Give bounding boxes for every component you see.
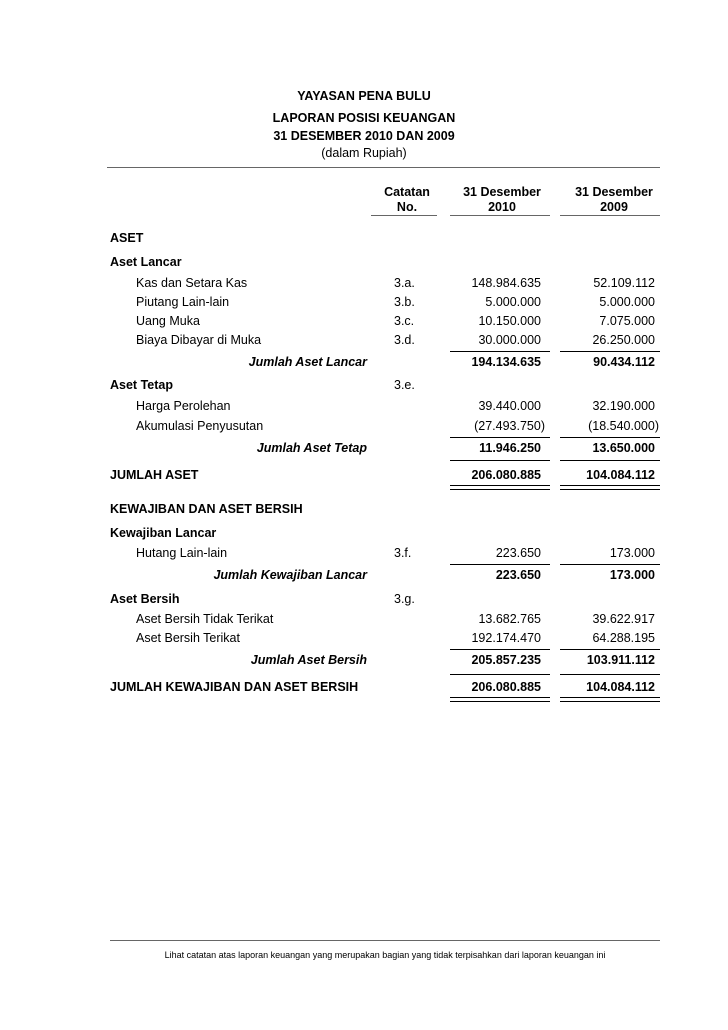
subtotal-rule-2010: [450, 351, 550, 352]
double-rule-2009: [560, 697, 660, 702]
aset-lancar-heading: Aset Lancar: [110, 255, 182, 269]
jumlah-kewajiban-2010: 206.080.885: [471, 680, 541, 694]
row-value-2009: 32.190.000: [592, 399, 655, 413]
kewajiban-heading: KEWAJIBAN DAN ASET BERSIH: [110, 502, 303, 516]
total-rule-2010: [450, 460, 550, 461]
col-note-line2: No.: [396, 200, 418, 214]
header-rule: [107, 167, 660, 168]
row-label: Piutang Lain-lain: [136, 295, 230, 309]
aset-bersih-heading: Aset Bersih: [110, 592, 180, 606]
row-value-2010: 30.000.000: [478, 333, 541, 347]
row-note: 3.c.: [394, 314, 415, 328]
row-value-2010: 10.150.000: [478, 314, 541, 328]
aset-bersih-total-2009: 103.911.112: [586, 653, 655, 667]
col-2010-rule: [450, 215, 550, 216]
row-value-2010: (27.493.750): [474, 419, 545, 433]
report-period: 31 DESEMBER 2010 DAN 2009: [273, 129, 455, 143]
jumlah-kewajiban-label: JUMLAH KEWAJIBAN DAN ASET BERSIH: [110, 680, 359, 694]
kewajiban-lancar-total-2010: 223.650: [495, 568, 541, 582]
subtotal-rule-2009: [560, 649, 660, 650]
kewajiban-lancar-total-2009: 173.000: [609, 568, 655, 582]
aset-tetap-note: 3.e.: [394, 378, 415, 392]
row-label: Aset Bersih Tidak Terikat: [136, 612, 274, 626]
row-value-2009: 7.075.000: [599, 314, 655, 328]
subtotal-rule-2009: [560, 437, 660, 438]
col-note-line1: Catatan: [384, 185, 430, 199]
row-value-2010: 192.174.470: [471, 631, 541, 645]
col-2009-rule: [560, 215, 660, 216]
col-2010-line1: 31 Desember: [463, 185, 541, 199]
row-label: Akumulasi Penyusutan: [136, 419, 264, 433]
aset-tetap-total-2010: 11.946.250: [479, 441, 541, 455]
jumlah-aset-2010: 206.080.885: [471, 468, 541, 482]
double-rule-2010: [450, 697, 550, 702]
row-note: 3.d.: [394, 333, 415, 347]
col-2009-line2: 2009: [600, 200, 628, 214]
aset-bersih-total-2010: 205.857.235: [471, 653, 541, 667]
aset-bersih-note: 3.g.: [394, 592, 415, 606]
aset-tetap-heading: Aset Tetap: [110, 378, 173, 392]
row-label: Aset Bersih Terikat: [136, 631, 240, 645]
aset-tetap-total-2009: 13.650.000: [592, 441, 655, 455]
aset-heading: ASET: [110, 231, 144, 245]
aset-bersih-total-label: Jumlah Aset Bersih: [250, 653, 367, 667]
row-label: Kas dan Setara Kas: [136, 276, 248, 290]
row-value-2009: 173.000: [609, 546, 655, 560]
row-value-2010: 13.682.765: [478, 612, 541, 626]
row-value-2009: 52.109.112: [593, 276, 655, 290]
subtotal-rule-2009: [560, 564, 660, 565]
aset-lancar-total-2010: 194.134.635: [471, 355, 541, 369]
subtotal-rule-2010: [450, 564, 550, 565]
col-2010-line2: 2010: [488, 200, 516, 214]
row-value-2009: 39.622.917: [592, 612, 655, 626]
row-label: Uang Muka: [136, 314, 200, 328]
row-value-2009: 64.288.195: [592, 631, 655, 645]
row-value-2009: 26.250.000: [592, 333, 655, 347]
jumlah-aset-2009: 104.084.112: [586, 468, 655, 482]
aset-lancar-total-label: Jumlah Aset Lancar: [248, 355, 367, 369]
footer-rule: [110, 940, 660, 941]
total-rule-2009: [560, 674, 660, 675]
subtotal-rule-2010: [450, 437, 550, 438]
row-value-2010: 5.000.000: [485, 295, 541, 309]
aset-tetap-total-label: Jumlah Aset Tetap: [256, 441, 367, 455]
row-value-2010: 223.650: [495, 546, 541, 560]
footer-note: Lihat catatan atas laporan keuangan yang merupakan bagian yang tidak terpisahkan dari laporan keuangan ini: [164, 950, 606, 960]
row-note: 3.b.: [394, 295, 415, 309]
total-rule-2009: [560, 460, 660, 461]
row-label: Biaya Dibayar di Muka: [136, 333, 262, 347]
jumlah-kewajiban-2009: 104.084.112: [586, 680, 655, 694]
row-note: 3.a.: [394, 276, 415, 290]
col-note-rule: [371, 215, 437, 216]
report-title: LAPORAN POSISI KEUANGAN: [272, 111, 456, 125]
jumlah-aset-label: JUMLAH ASET: [110, 468, 199, 482]
row-value-2009: (18.540.000): [588, 419, 659, 433]
row-value-2009: 5.000.000: [599, 295, 655, 309]
kewajiban-lancar-total-label: Jumlah Kewajiban Lancar: [213, 568, 367, 582]
subtotal-rule-2009: [560, 351, 660, 352]
col-2009-line1: 31 Desember: [575, 185, 653, 199]
subtotal-rule-2010: [450, 649, 550, 650]
row-note: 3.f.: [394, 546, 412, 560]
row-value-2010: 148.984.635: [471, 276, 541, 290]
kewajiban-lancar-heading: Kewajiban Lancar: [110, 526, 217, 540]
row-label: Hutang Lain-lain: [136, 546, 228, 560]
row-label: Harga Perolehan: [136, 399, 231, 413]
report-currency: (dalam Rupiah): [321, 146, 407, 160]
double-rule-2009: [560, 485, 660, 490]
org-name: YAYASAN PENA BULU: [297, 89, 431, 103]
aset-lancar-total-2009: 90.434.112: [593, 355, 655, 369]
row-value-2010: 39.440.000: [478, 399, 541, 413]
double-rule-2010: [450, 485, 550, 490]
total-rule-2010: [450, 674, 550, 675]
